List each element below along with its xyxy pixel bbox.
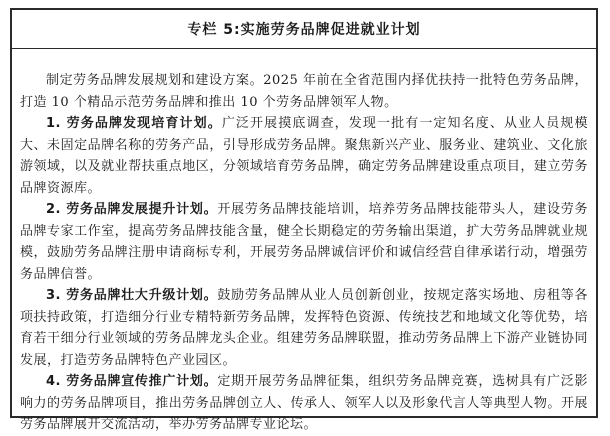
item-text: 广泛开展摸底调查，发现一批有一定知名度、从业人员规模大、未固定品牌名称的劳务产品，引导形成劳务品牌。聚焦新兴产业、服务业、建筑业、文化旅游领域，以及就业帮扶重点地区，分领域培育劳务品牌，确定劳务品牌建设重点项目，建立劳务品牌资源库。: [20, 116, 588, 196]
column-title: 专栏 5:实施劳务品牌促进就业计划: [187, 22, 421, 38]
column-box: [10, 8, 598, 432]
column-header: [12, 10, 596, 49]
item-paragraph: [20, 113, 588, 199]
item-heading: 3. 劳务品牌壮大升级计划。: [46, 288, 218, 303]
intro-paragraph: 制定劳务品牌发展规划和建设方案。2025 年前在全省范围内择优扶持一批特色劳务品牌，打造 10 个精品示范劳务品牌和推出 10 个劳务品牌领军人物。: [20, 73, 588, 110]
item-text: 鼓励劳务品牌从业人员创新创业，按规定落实场地、房租等各项扶持政策，打造细分行业专精特新劳务品牌，发挥特色资源、传统技艺和地域文化等优势，培育若干细分行业领域的劳务品牌龙头企业。组建劳务品牌联盟，推动劳务品牌上下游产业链协同发展，打造劳务品牌特色产业园区。: [20, 288, 588, 368]
item-heading: 2. 劳务品牌发展提升计划。: [46, 202, 218, 217]
column-body: [20, 70, 588, 436]
item-text: 定期开展劳务品牌征集，组织劳务品牌竞赛，选树具有广泛影响力的劳务品牌项目，推出劳务品牌创立人、传承人、领军人以及形象代言人等典型人物。开展劳务品牌展开交流活动，举办劳务品牌专业论坛。: [20, 374, 588, 432]
item-text: 开展劳务品牌技能培训，培养劳务品牌技能带头人，建设劳务品牌专家工作室，提高劳务品牌技能含量，健全长期稳定的劳务输出渠道，扩大劳务品牌就业规模，鼓励劳务品牌注册申请商标专利，开展劳务品牌诚信评价和诚信经营自律承诺行动，增强劳务品牌信誉。: [20, 202, 588, 282]
item-heading: 1. 劳务品牌发现培育计划。: [46, 116, 222, 131]
item-heading: 4. 劳务品牌宣传推广计划。: [46, 374, 218, 389]
item-paragraph: [20, 199, 588, 285]
item-paragraph: [20, 285, 588, 371]
